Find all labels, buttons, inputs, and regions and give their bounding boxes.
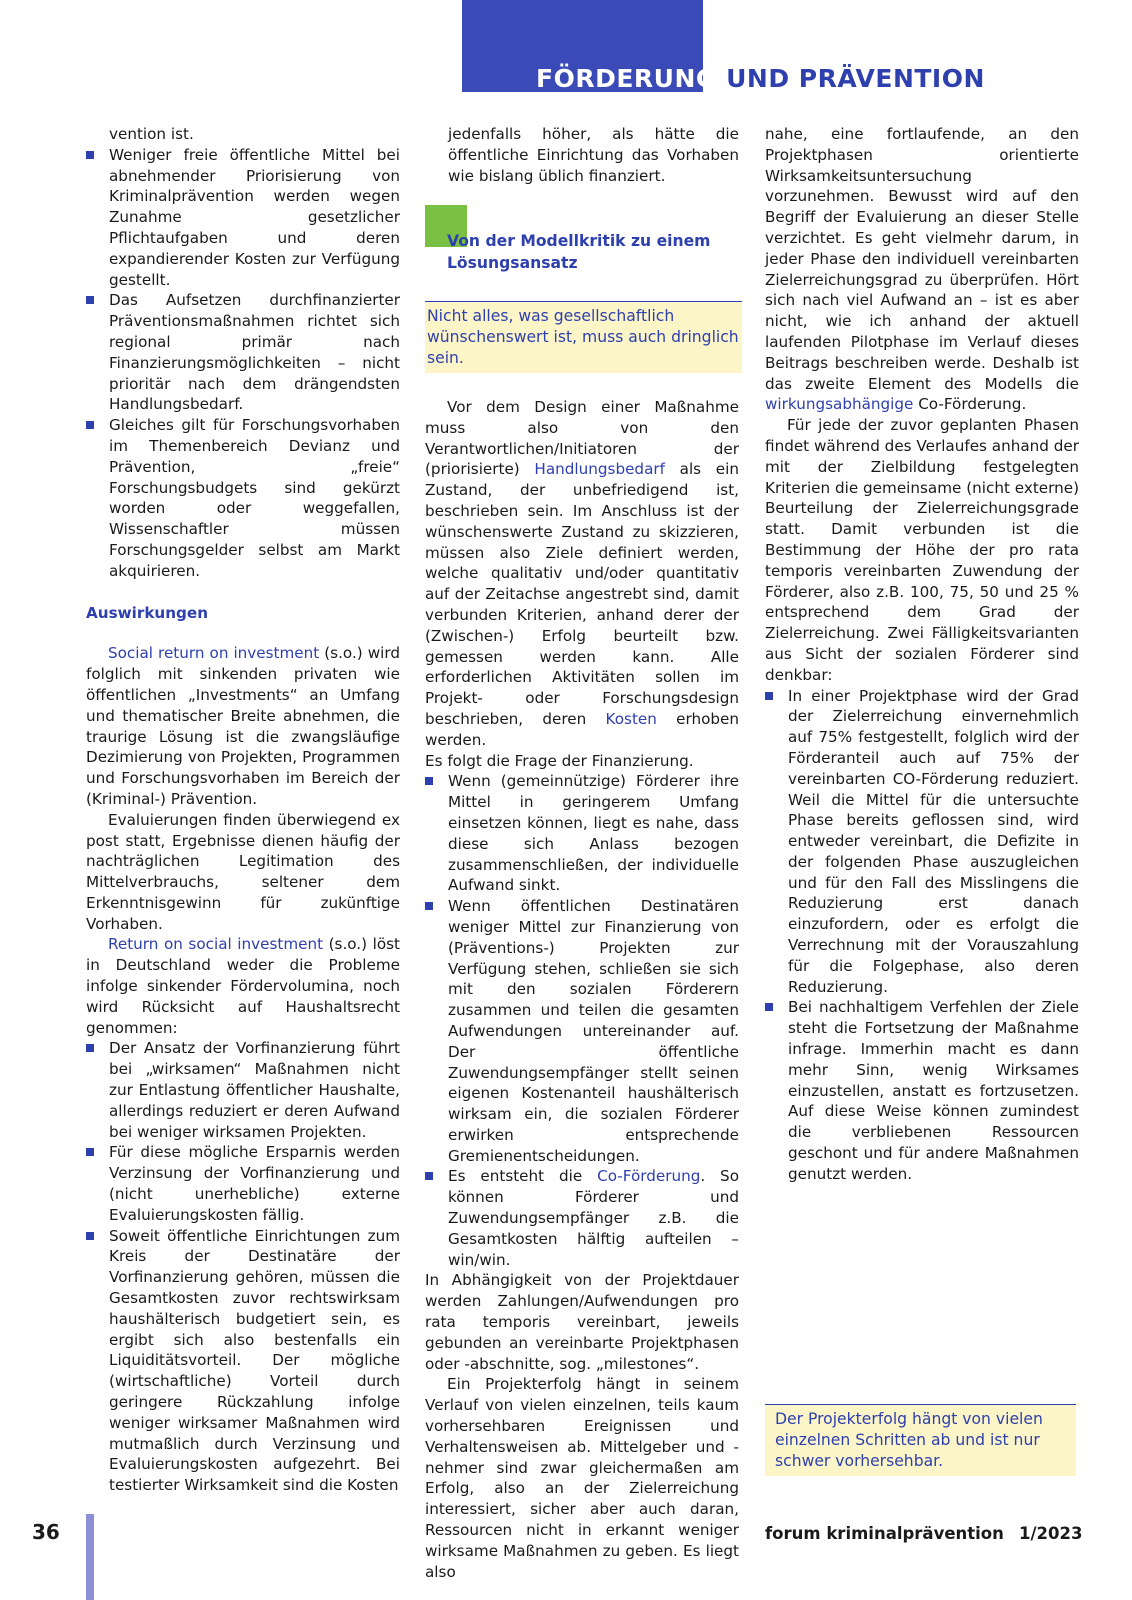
column-3 bbox=[765, 124, 1079, 1185]
section-title-word2: UND PRÄVENTION bbox=[726, 64, 985, 93]
bullet-list bbox=[86, 1038, 400, 1496]
section-title bbox=[536, 62, 985, 96]
list-item: Wenn (gemeinnützige) Förderer ihre Mittel in geringerem Umfang einsetzen können, liegt es nahe, dass diese sich Anlass bezogen zusammenschließen, der individuelle Aufwand sinkt. bbox=[425, 771, 739, 896]
bullet-square-icon bbox=[86, 1232, 94, 1240]
column-2 bbox=[425, 124, 739, 186]
bullet-square-icon bbox=[86, 151, 94, 159]
bullet-square-icon bbox=[86, 1044, 94, 1052]
glossary-link[interactable]: wirkungsabhängige bbox=[765, 395, 914, 414]
paragraph: Es folgt die Frage der Finanzierung. bbox=[425, 751, 694, 770]
section-title-word1: FÖRDERUNG bbox=[536, 64, 717, 93]
list-item: Der Ansatz der Vorfinanzierung führt bei „wirksamen“ Maßnahmen nicht zur Entlastung öffentlicher Haushalte, allerdings reduziert er deren Aufwand bei weniger wirksamen Projekten. bbox=[86, 1038, 400, 1142]
bullet-square-icon bbox=[425, 902, 433, 910]
paragraph: Für jede der zuvor geplanten Phasen findet während des Verlaufes anhand der mit der Zielbildung festgelegten Kriterien die gemeinsame (nicht externe) Beurteilung der Zielerreichungsgrade statt. Damit verbunden ist die Bestimmung der Höhe der pro rata temporis vereinbarten Zuwendung der Förderer, also z.B. 100, 75, 50 und 25 % entsprechend dem Grad der Zielerreichung. Zwei Fälligkeitsvarianten aus Sicht der sozialen Förderer sind denkbar: bbox=[765, 416, 1079, 684]
list-item: Soweit öffentliche Einrichtungen zum Kreis der Destinatäre der Vorfinanzierung gehören, müssen die Gesamtkosten zuvor rechtswirksam haushälterisch budgetiert sein, es ergibt sich also bestenfalls ein Liquiditätsvorteil. Der mögliche (wirtschaftliche) Vorteil durch geringere Rückzahlung infolge weniger wirksamer Maßnahmen wird mutmaßlich durch Verzinsung und Evaluierungskosten aufgezehrt. Bei testierter Wirksamkeit sind die Kosten bbox=[86, 1226, 400, 1496]
subheading: Auswirkungen bbox=[86, 603, 209, 622]
glossary-link[interactable]: Handlungsbedarf bbox=[534, 460, 665, 479]
bullet-square-icon bbox=[765, 1003, 773, 1011]
bullet-square-icon bbox=[425, 777, 433, 785]
glossary-link[interactable]: Co-Förderung bbox=[597, 1167, 701, 1186]
paragraph: nahe, eine fortlaufende, an den Projektphasen orientierte Wirksamkeitsuntersuchung vorzunehmen. Bewusst wird auf den Begriff der Evaluierung an dieser Stelle verzichtet. Es geht vielmehr darum, in jeder Phase den individuell vereinbarten Zielerreichungsgrad zu überprüfen. Hört sich nach viel Aufwand an – ist es aber nicht, wie ich anhand der aktuell laufenden Pilotphase im Verlauf dieses Beitrags beschreiben werde. Deshalb ist das zweite Element des Modells die wirkungsabhängige Co-Förderung. bbox=[765, 125, 1079, 414]
column-1 bbox=[86, 124, 400, 1496]
paragraph: vention ist. bbox=[109, 125, 194, 143]
paragraph: jedenfalls höher, als hätte die öffentliche Einrichtung das Vorhaben wie bislang üblich finanziert. bbox=[448, 125, 739, 185]
bullet-list bbox=[425, 771, 739, 1270]
paragraph: Ein Projekterfolg hängt in seinem Verlauf von vielen einzelnen, teils kaum vorhersehbaren Ereignissen und Verhaltensweisen ab. Mittelgeber und -nehmer sind zwar gleichermaßen am Erfolg, also an der Zielerreichung interessiert, sicher aber auch daran, Ressourcen nicht in erkannt weniger wirksame Maßnahmen zu geben. Es liegt also bbox=[425, 1375, 739, 1581]
paragraph: Social return on investment (s.o.) wird folglich mit sinkenden privaten wie öffentlichen „Investments“ an Umfang und thematischer Breite abnehmen, die traurige Lösung ist die zwangsläufige Dezimierung von Projekten, Programmen und Forschungsvorhaben im Bereich der (Kriminal-) Prävention. bbox=[86, 644, 400, 808]
paragraph: Return on social investment (s.o.) löst in Deutschland weder die Probleme infolge sinkender Fördervolumina, noch wird Rücksicht auf Haushaltsrecht genommen: bbox=[86, 935, 400, 1037]
pull-quote: Nicht alles, was gesellschaftlich wünschenswert ist, muss auch dringlich sein. bbox=[425, 301, 742, 373]
pull-quote: Der Projekterfolg hängt von vielen einzelnen Schritten ab und ist nur schwer vorhersehbar. bbox=[765, 1404, 1076, 1476]
paragraph: In Abhängigkeit von der Projektdauer werden Zahlungen/Aufwendungen pro rata temporis vereinbart, jeweils gebunden an vereinbarte Projektphasen oder -abschnitte, sog. „milestones“. bbox=[425, 1271, 739, 1373]
list-item: In einer Projektphase wird der Grad der Zielerreichung einvernehmlich auf 75% festgestellt, folglich wird der Förderanteil auch auf 75% der vereinbarten CO-Förderung reduziert. Weil die Mittel für die untersuchte Phase bereits geflossen sind, wird entweder vereinbart, die Defizite in der folgenden Phase auszugleichen und für den Fall des Misslingens die Reduzierung erst danach einzufordern, oder es erfolgt die Verrechnung mit der Vorauszahlung für die Folgephase, also deren Reduzierung. bbox=[765, 686, 1079, 998]
bullet-square-icon bbox=[86, 296, 94, 304]
list-item: Gleiches gilt für Forschungsvorhaben im Themenbereich Devianz und Prävention, „freie“ Forschungsbudgets sind gekürzt worden oder weggefallen, Wissenschaftler müssen Forschungsgelder selbst am Markt akquirieren. bbox=[86, 415, 400, 581]
column-2-body bbox=[425, 397, 739, 1582]
list-item: Bei nachhaltigem Verfehlen der Ziele steht die Fortsetzung der Maßnahme infrage. Immerhin macht es dann mehr Sinn, wenig Wirksames einzustellen, anstatt es fortzusetzen. Auf diese Weise können zumindest die verbliebenen Ressourcen geschont und für andere Maßnahmen genutzt werden. bbox=[765, 997, 1079, 1184]
list-item: Weniger freie öffentliche Mittel bei abnehmender Priorisierung von Kriminalprävention werden wegen Zunahme gesetzlicher Pflichtaufgaben und deren expandierender Kosten zur Verfügung gestellt. bbox=[86, 145, 400, 291]
bullet-square-icon bbox=[86, 1148, 94, 1156]
bullet-square-icon bbox=[425, 1172, 433, 1180]
list-item: Wenn öffentlichen Destinatären weniger Mittel zur Finanzierung von (Präventions-) Projekten zur Verfügung stehen, schließen sie sich mit den sozialen Förderern zusammen und teilen die gesamten Aufwendungen untereinander auf. Der öffentliche Zuwendungsempfänger stellt seinen eigenen Kostenanteil haushälterisch wirksam ein, die sozialen Förderer erwirken entsprechende Gremienentscheidungen. bbox=[425, 896, 739, 1166]
list-item: Für diese mögliche Ersparnis werden Verzinsung der Vorfinanzierung und (nicht unerhebliche) externe Evaluierungskosten fällig. bbox=[86, 1142, 400, 1225]
bullet-square-icon bbox=[765, 692, 773, 700]
paragraph: Evaluierungen finden überwiegend ex post statt, Ergebnisse dienen häufig der nachträglichen Legitimation des Mittelverbrauchs, seltener dem Erkenntnisgewinn für zukünftige Vorhaben. bbox=[86, 810, 400, 933]
section-heading: Von der Modellkritik zu einem Lösungsansatz bbox=[447, 232, 711, 272]
glossary-link[interactable]: Return on social investment bbox=[108, 935, 324, 954]
glossary-link[interactable]: Kosten bbox=[605, 709, 657, 728]
magazine-name: forum kriminalprävention bbox=[765, 1524, 1004, 1543]
list-item: Es entsteht die Co-Förderung. So können Förderer und Zuwendungsempfänger z.B. die Gesamtkosten hälftig aufteilen – win/win. bbox=[425, 1166, 739, 1270]
bullet-list bbox=[765, 686, 1079, 1185]
glossary-link[interactable]: Social return on investment bbox=[108, 644, 320, 663]
issue-number: 1/2023 bbox=[1019, 1524, 1083, 1543]
footer-accent-bar bbox=[86, 1514, 94, 1600]
page-number: 36 bbox=[32, 1520, 60, 1544]
paragraph: Vor dem Design einer Maßnahme muss also von den Verantwortlichen/Initiatoren der (priorisierte) Handlungsbedarf als ein Zustand, der unbefriedigend ist, beschrieben sein. Im Anschluss ist der wünschenswerte Zustand zu skizzieren, müssen also Ziele definiert werden, welche qualitativ und/oder quantitativ auf der Zeitachse angestrebt sind, damit verbunden Kriterien, anhand derer der (Zwischen-) Erfolg beurteilt bzw. gemessen werden kann. Alle erforderlichen Aktivitäten sollen im Projekt- oder Forschungsdesign beschrieben, deren Kosten erhoben werden. bbox=[425, 398, 739, 749]
bullet-square-icon bbox=[86, 421, 94, 429]
bullet-list bbox=[86, 145, 400, 582]
list-item: Das Aufsetzen durchfinanzierter Präventionsmaßnahmen richtet sich regional primär nach Finanzierungsmöglichkeiten – nicht prioritär nach dem drängendsten Handlungsbedarf. bbox=[86, 290, 400, 415]
